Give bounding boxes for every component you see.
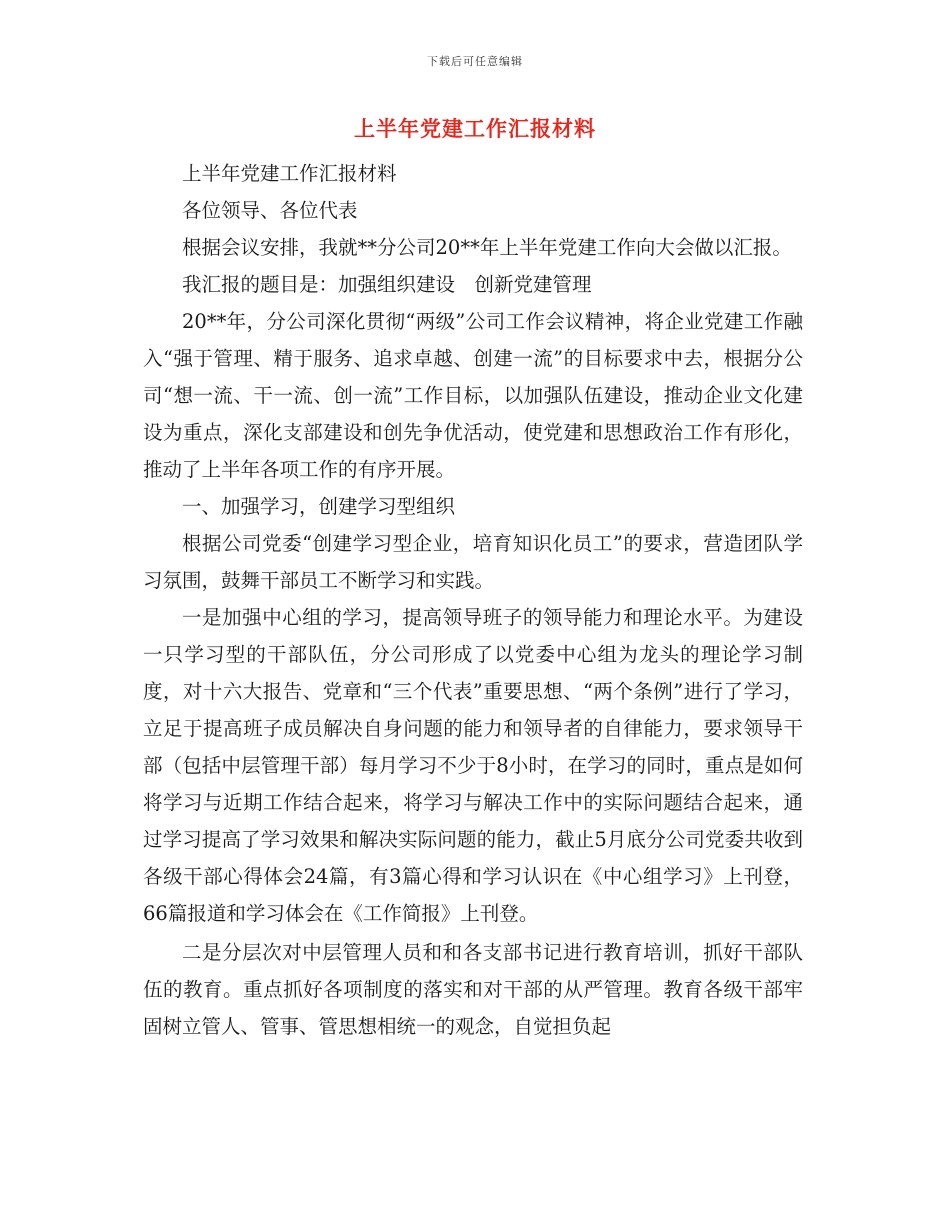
section-heading-1: 一、加强学习，创建学习型组织 — [182, 495, 456, 518]
paragraph-subtitle: 上半年党建工作汇报材料 — [182, 162, 397, 185]
paragraph-overview: 20**年，分公司深化贯彻“两级”公司工作会议精神，将企业党建工作融入“强于管理、精于服务、追求卓越、创建一流”的目标要求中去，根据分公司“想一流、干一流、创一流”工作目标，以加强队伍建设，推动企业文化建设为重点，深化支部建设和创先争优活动，使党建和思想政治工作有形化，推动了上半年各项工作的有序开展。 — [143, 310, 803, 481]
paragraph-salutation: 各位领导、各位代表 — [182, 199, 358, 222]
document-title: 上半年党建工作汇报材料 — [354, 117, 596, 141]
paragraph-topic: 我汇报的题目是：加强组织建设 创新党建管理 — [182, 273, 592, 296]
paragraph-point-2: 二是分层次对中层管理人员和和各支部书记进行教育培训，抓好干部队伍的教育。重点抓好各项制度的落实和对干部的从严管理。教育各级干部牢固树立管人、管事、管思想相统一的观念，自觉担负起 — [143, 941, 803, 1038]
header-note: 下载后可任意编辑 — [427, 55, 523, 68]
paragraph-point-1: 一是加强中心组的学习，提高领导班子的领导能力和理论水平。为建设一只学习型的干部队伍，分公司形成了以党委中心组为龙头的理论学习制度，对十六大报告、党章和“三个代表”重要思想、“两个条例”进行了学习，立足于提高班子成员解决自身问题的能力和领导者的自律能力，要求领导干部（包括中层管理干部）每月学习不少于8小时，在学习的同时，重点是如何将学习与近期工作结合起来，将学习与解决工作中的实际问题结合起来，通过学习提高了学习效果和解决实际问题的能力，截止5月底分公司党委共收到各级干部心得体会24篇，有3篇心得和学习认识在《中心组学习》上刊登，66篇报道和学习体会在《工作简报》上刊登。 — [143, 606, 803, 925]
document-body — [143, 155, 803, 1045]
paragraph-section-1-intro: 根据公司党委“创建学习型企业，培育知识化员工”的要求，营造团队学习氛围，鼓舞干部员工不断学习和实践。 — [143, 532, 803, 592]
paragraph-intro: 根据会议安排，我就**分公司20**年上半年党建工作向大会做以汇报。 — [182, 236, 792, 259]
